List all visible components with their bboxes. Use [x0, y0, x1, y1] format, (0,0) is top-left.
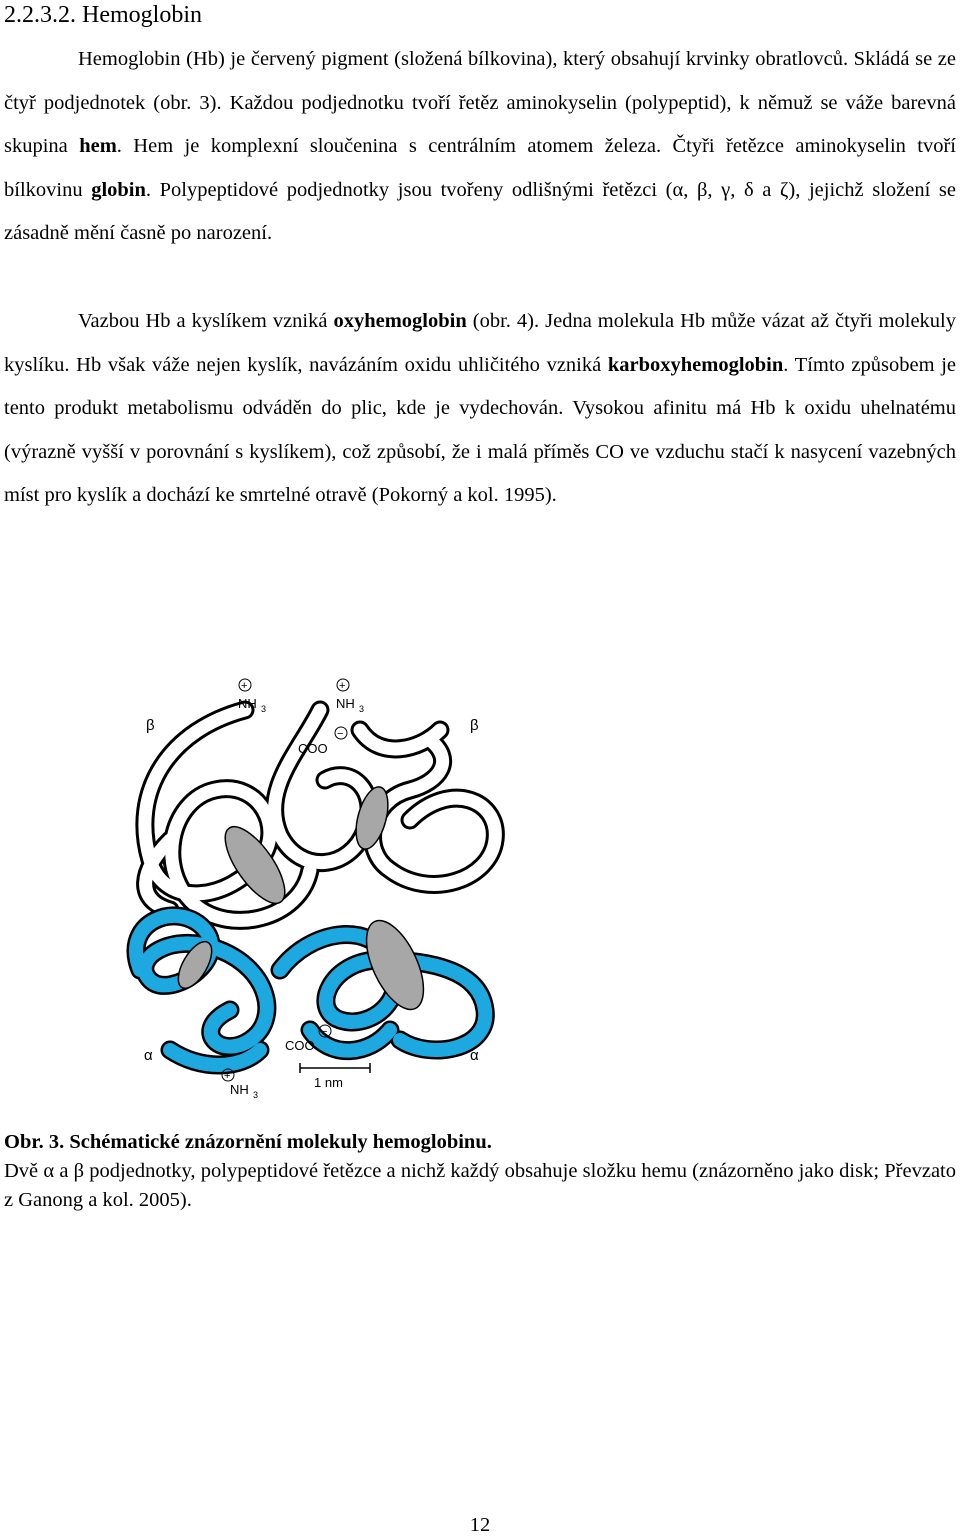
- scale-label: 1 nm: [314, 1075, 343, 1090]
- subscript-3: 3: [253, 1090, 259, 1100]
- figure-caption-title: Obr. 3. Schématické znázornění molekuly hemoglobinu.: [4, 1131, 492, 1153]
- figure-caption-text: Dvě α a β podjednotky, polypeptidové řetězce a nichž každý obsahuje složku hemu (znázorněno jako disk; Převzato z Ganong a kol. 2005).: [4, 1160, 956, 1211]
- beta-label-left: β: [146, 717, 155, 734]
- para1-text-3: . Polypeptidové podjednotky jsou tvořeny odlišnými řetězci (α, β, γ, δ a ζ), jejichž složení se zásadně mění časně po narození.: [4, 178, 956, 244]
- nh3-label-bottom: NH: [230, 1082, 249, 1097]
- nh3-label-top-right: NH: [336, 696, 355, 711]
- subscript-3: 3: [359, 704, 365, 714]
- alpha-label-right: α: [470, 1047, 479, 1064]
- page-number: 12: [469, 1514, 491, 1536]
- plus-charge: +: [339, 680, 346, 692]
- term-hem: hem: [79, 135, 117, 157]
- coo-label-bottom: COO: [285, 1038, 315, 1053]
- term-karboxyhemoglobin: karboxyhemoglobin: [607, 353, 784, 376]
- plus-charge: +: [224, 1070, 231, 1082]
- section-heading: 2.2.3.2. Hemoglobin: [4, 2, 202, 28]
- para1-text-2: . Hem je komplexní sloučenina s centrálním atomem železa. Čtyři řetězce aminokyselin tvoří bílkovinu: [4, 135, 957, 201]
- hemoglobin-diagram: [110, 670, 510, 1110]
- para2-text-1: Vazbou Hb a kyslíkem vzniká: [78, 310, 334, 332]
- para2-text-3: . Tímto způsobem je tento produkt metabolismu odváděn do plic, kde je vydechován. Vysokou afinitu má Hb k oxidu uhelnatému (výrazně vyšší v porovnání s kyslíkem), což způsobí, že i malá příměs CO ve vzduchu stačí k nasycení vazebných míst pro kyslík a dochází ke smrtelné otravě (Pokorný a kol. 1995).: [4, 353, 956, 506]
- alpha-label-left: α: [144, 1047, 153, 1064]
- coo-label-top: COO: [298, 741, 328, 756]
- minus-charge: −: [337, 728, 344, 740]
- subscript-3: 3: [261, 704, 267, 714]
- term-oxyhemoglobin: oxyhemoglobin: [333, 310, 467, 332]
- para2-text-2: (obr. 4). Jedna molekula Hb může vázat až čtyři molekuly kyslíku. Hb však váže nejen kyslík, navázáním oxidu uhličitého vzniká: [4, 310, 956, 376]
- term-globin: globin: [91, 178, 146, 201]
- minus-charge: −: [321, 1026, 328, 1038]
- beta-label-right: β: [470, 717, 479, 734]
- plus-charge: +: [241, 680, 248, 692]
- paragraph-hemoglobin: [4, 38, 956, 256]
- para1-text-1: Hemoglobin (Hb) je červený pigment (složená bílkovina), který obsahují krvinky obratlovců. Skládá se ze čtyř podjednotek (obr. 3). Každou podjednotku tvoří řetěz aminokyselin (polypeptid), k němuž se váže barevná skupina: [4, 48, 956, 157]
- paragraph-oxyhemoglobin: [4, 300, 956, 518]
- nh3-label-top-left: NH: [238, 696, 257, 711]
